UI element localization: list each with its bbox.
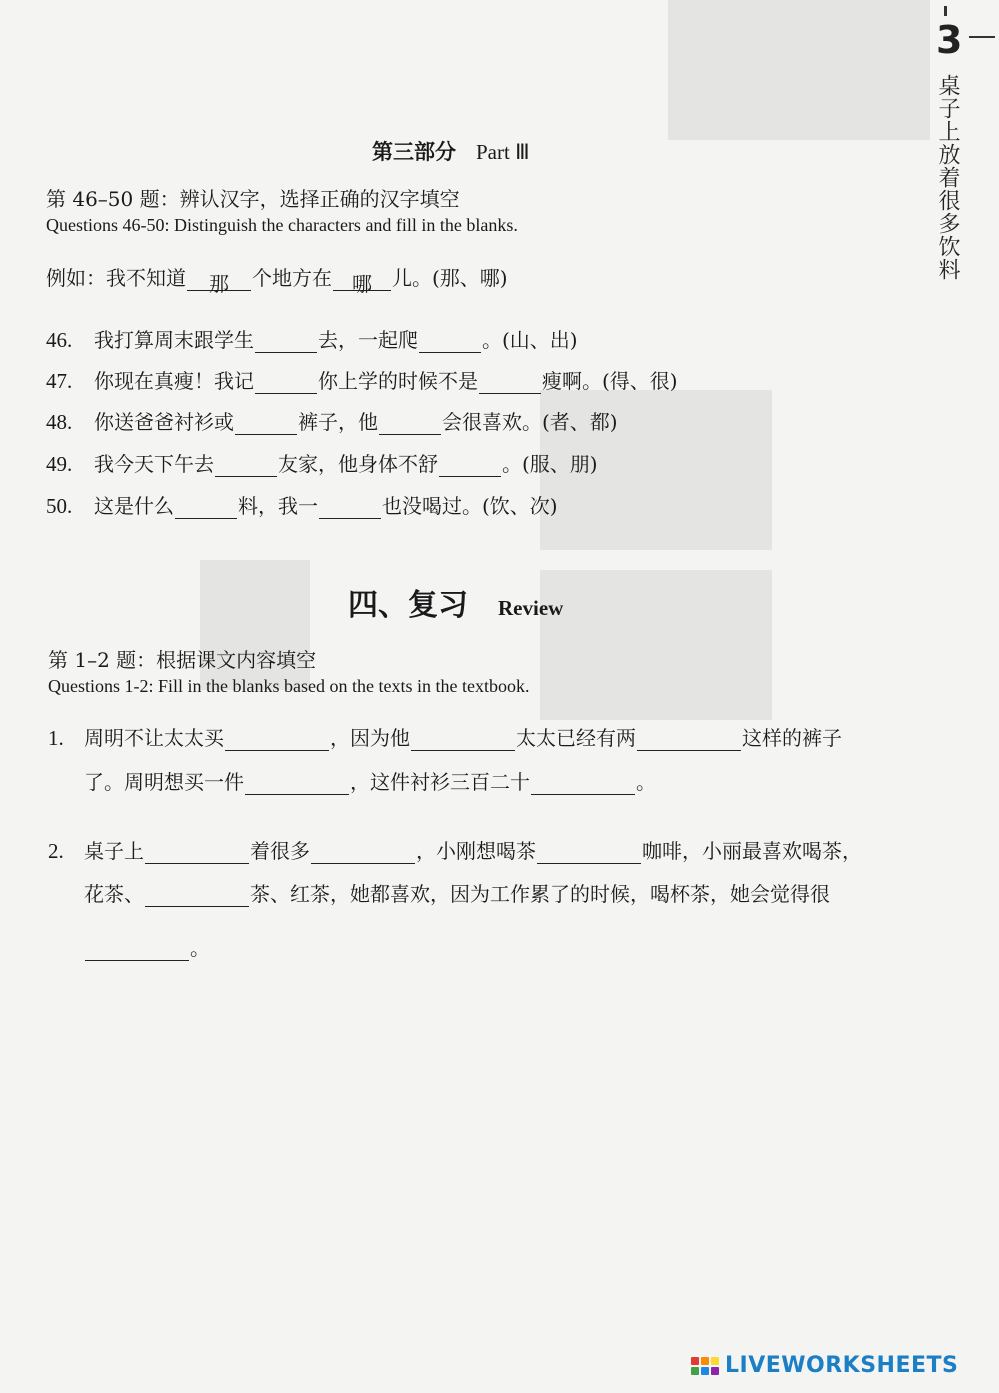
question-text: 咖啡，小丽最喜欢喝茶， [642,839,862,863]
question-48 [46,406,618,435]
question-text: 。 [636,770,656,794]
review-heading-en: Review [498,596,564,620]
question-text: 你送爸爸衬衫或 [94,410,234,434]
question-text: 你现在真瘦！我记 [94,369,254,393]
question-text: 我打算周末跟学生 [94,328,254,352]
part3-instruction-en: Questions 46-50: Distinguish the characters and fill in the blanks. [46,215,518,235]
question-text: 着很多 [250,839,310,863]
answer-blank[interactable] [319,496,381,519]
part3-heading [372,136,530,166]
answer-blank[interactable] [379,412,441,435]
review-instruction-en: Questions 1-2: Fill in the blanks based on the texts in the textbook. [48,676,530,696]
liveworksheets-logo [691,1353,958,1378]
answer-blank[interactable] [225,728,329,751]
answer-blank[interactable] [311,841,415,864]
review-instruction-cn: 第 1–2 题：根据课文内容填空 [48,648,317,672]
side-tab-rule [969,36,995,38]
question-text: 料，我一 [238,494,318,518]
example-middle: 个地方在 [252,266,332,290]
answer-blank[interactable] [145,841,249,864]
question-46 [46,324,578,353]
review-question-1-line-2 [84,766,656,795]
question-text: 。 [190,936,210,960]
question-number: 1. [48,726,64,750]
answer-blank[interactable] [85,938,189,961]
logo-grid-icon [691,1357,719,1375]
question-47 [46,365,678,394]
logo-text: LIVEWORKSHEETS [725,1353,959,1378]
question-text: 周明不让太太买 [84,726,224,750]
part3-heading-cn: 第三部分 [372,140,456,164]
question-text: ，小刚想喝茶 [416,839,536,863]
review-question-2-line-2 [84,878,830,907]
bleed-through-photo-low [540,570,772,720]
answer-blank[interactable] [175,496,237,519]
answer-blank[interactable] [255,371,317,394]
lesson-number: 3 [936,18,963,62]
question-text: 你上学的时候不是 [318,369,478,393]
example-answer-1: 那 [187,268,251,291]
review-question-2-line-3 [84,932,210,961]
question-text: 太太已经有两 [516,726,636,750]
question-text: 瘦啊。(得、很) [542,369,678,393]
question-text: 。(山、出) [482,328,578,352]
answer-blank[interactable] [235,412,297,435]
answer-blank[interactable] [531,772,635,795]
question-text: 花茶、 [84,882,144,906]
question-text: 这是什么 [94,494,174,518]
review-heading [348,580,563,624]
answer-blank[interactable] [145,884,249,907]
example-line [46,262,508,296]
answer-blank[interactable] [439,454,501,477]
question-text: ，这件衬衫三百二十 [350,770,530,794]
question-number: 2. [48,839,64,863]
answer-blank[interactable] [215,454,277,477]
question-text: 茶、红茶，她都喜欢，因为工作累了的时候，喝杯茶，她会觉得很 [250,882,830,906]
question-number: 49. [46,452,73,476]
question-text: 裤子，他 [298,410,378,434]
part3-instruction-cn: 第 46–50 题：辨认汉字，选择正确的汉字填空 [46,187,460,211]
bleed-through-photo-top [668,0,930,140]
question-text: 也没喝过。(饮、次) [382,494,558,518]
answer-blank[interactable] [479,371,541,394]
side-tab-mark [944,6,947,16]
question-49 [46,448,598,477]
question-number: 48. [46,410,73,434]
question-number: 46. [46,328,73,352]
question-number: 50. [46,494,73,518]
question-text: 了。周明想买一件 [84,770,244,794]
question-text: 桌子上 [84,839,144,863]
question-number: 47. [46,369,73,393]
question-text: 我今天下午去 [94,452,214,476]
question-text: 友家，他身体不舒 [278,452,438,476]
question-text: 会很喜欢。(者、都) [442,410,618,434]
example-prefix: 例如：我不知道 [46,266,186,290]
part3-heading-en: Part Ⅲ [476,140,530,164]
answer-blank[interactable] [255,330,317,353]
question-50 [46,490,558,519]
question-text: 。(服、朋) [502,452,598,476]
review-heading-cn: 四、复习 [348,588,468,623]
answer-blank[interactable] [637,728,741,751]
answer-blank[interactable] [537,841,641,864]
example-suffix: 儿。(那、哪) [392,266,508,290]
answer-blank[interactable] [411,728,515,751]
review-question-2-line-1 [48,835,862,864]
example-answer-2: 哪 [333,268,391,291]
question-text: 去，一起爬 [318,328,418,352]
answer-blank[interactable] [419,330,481,353]
review-question-1-line-1 [48,722,842,751]
question-text: ，因为他 [330,726,410,750]
question-text: 这样的裤子 [742,726,842,750]
answer-blank[interactable] [245,772,349,795]
lesson-title-vertical: 桌子上放着很多饮料 [935,74,960,281]
